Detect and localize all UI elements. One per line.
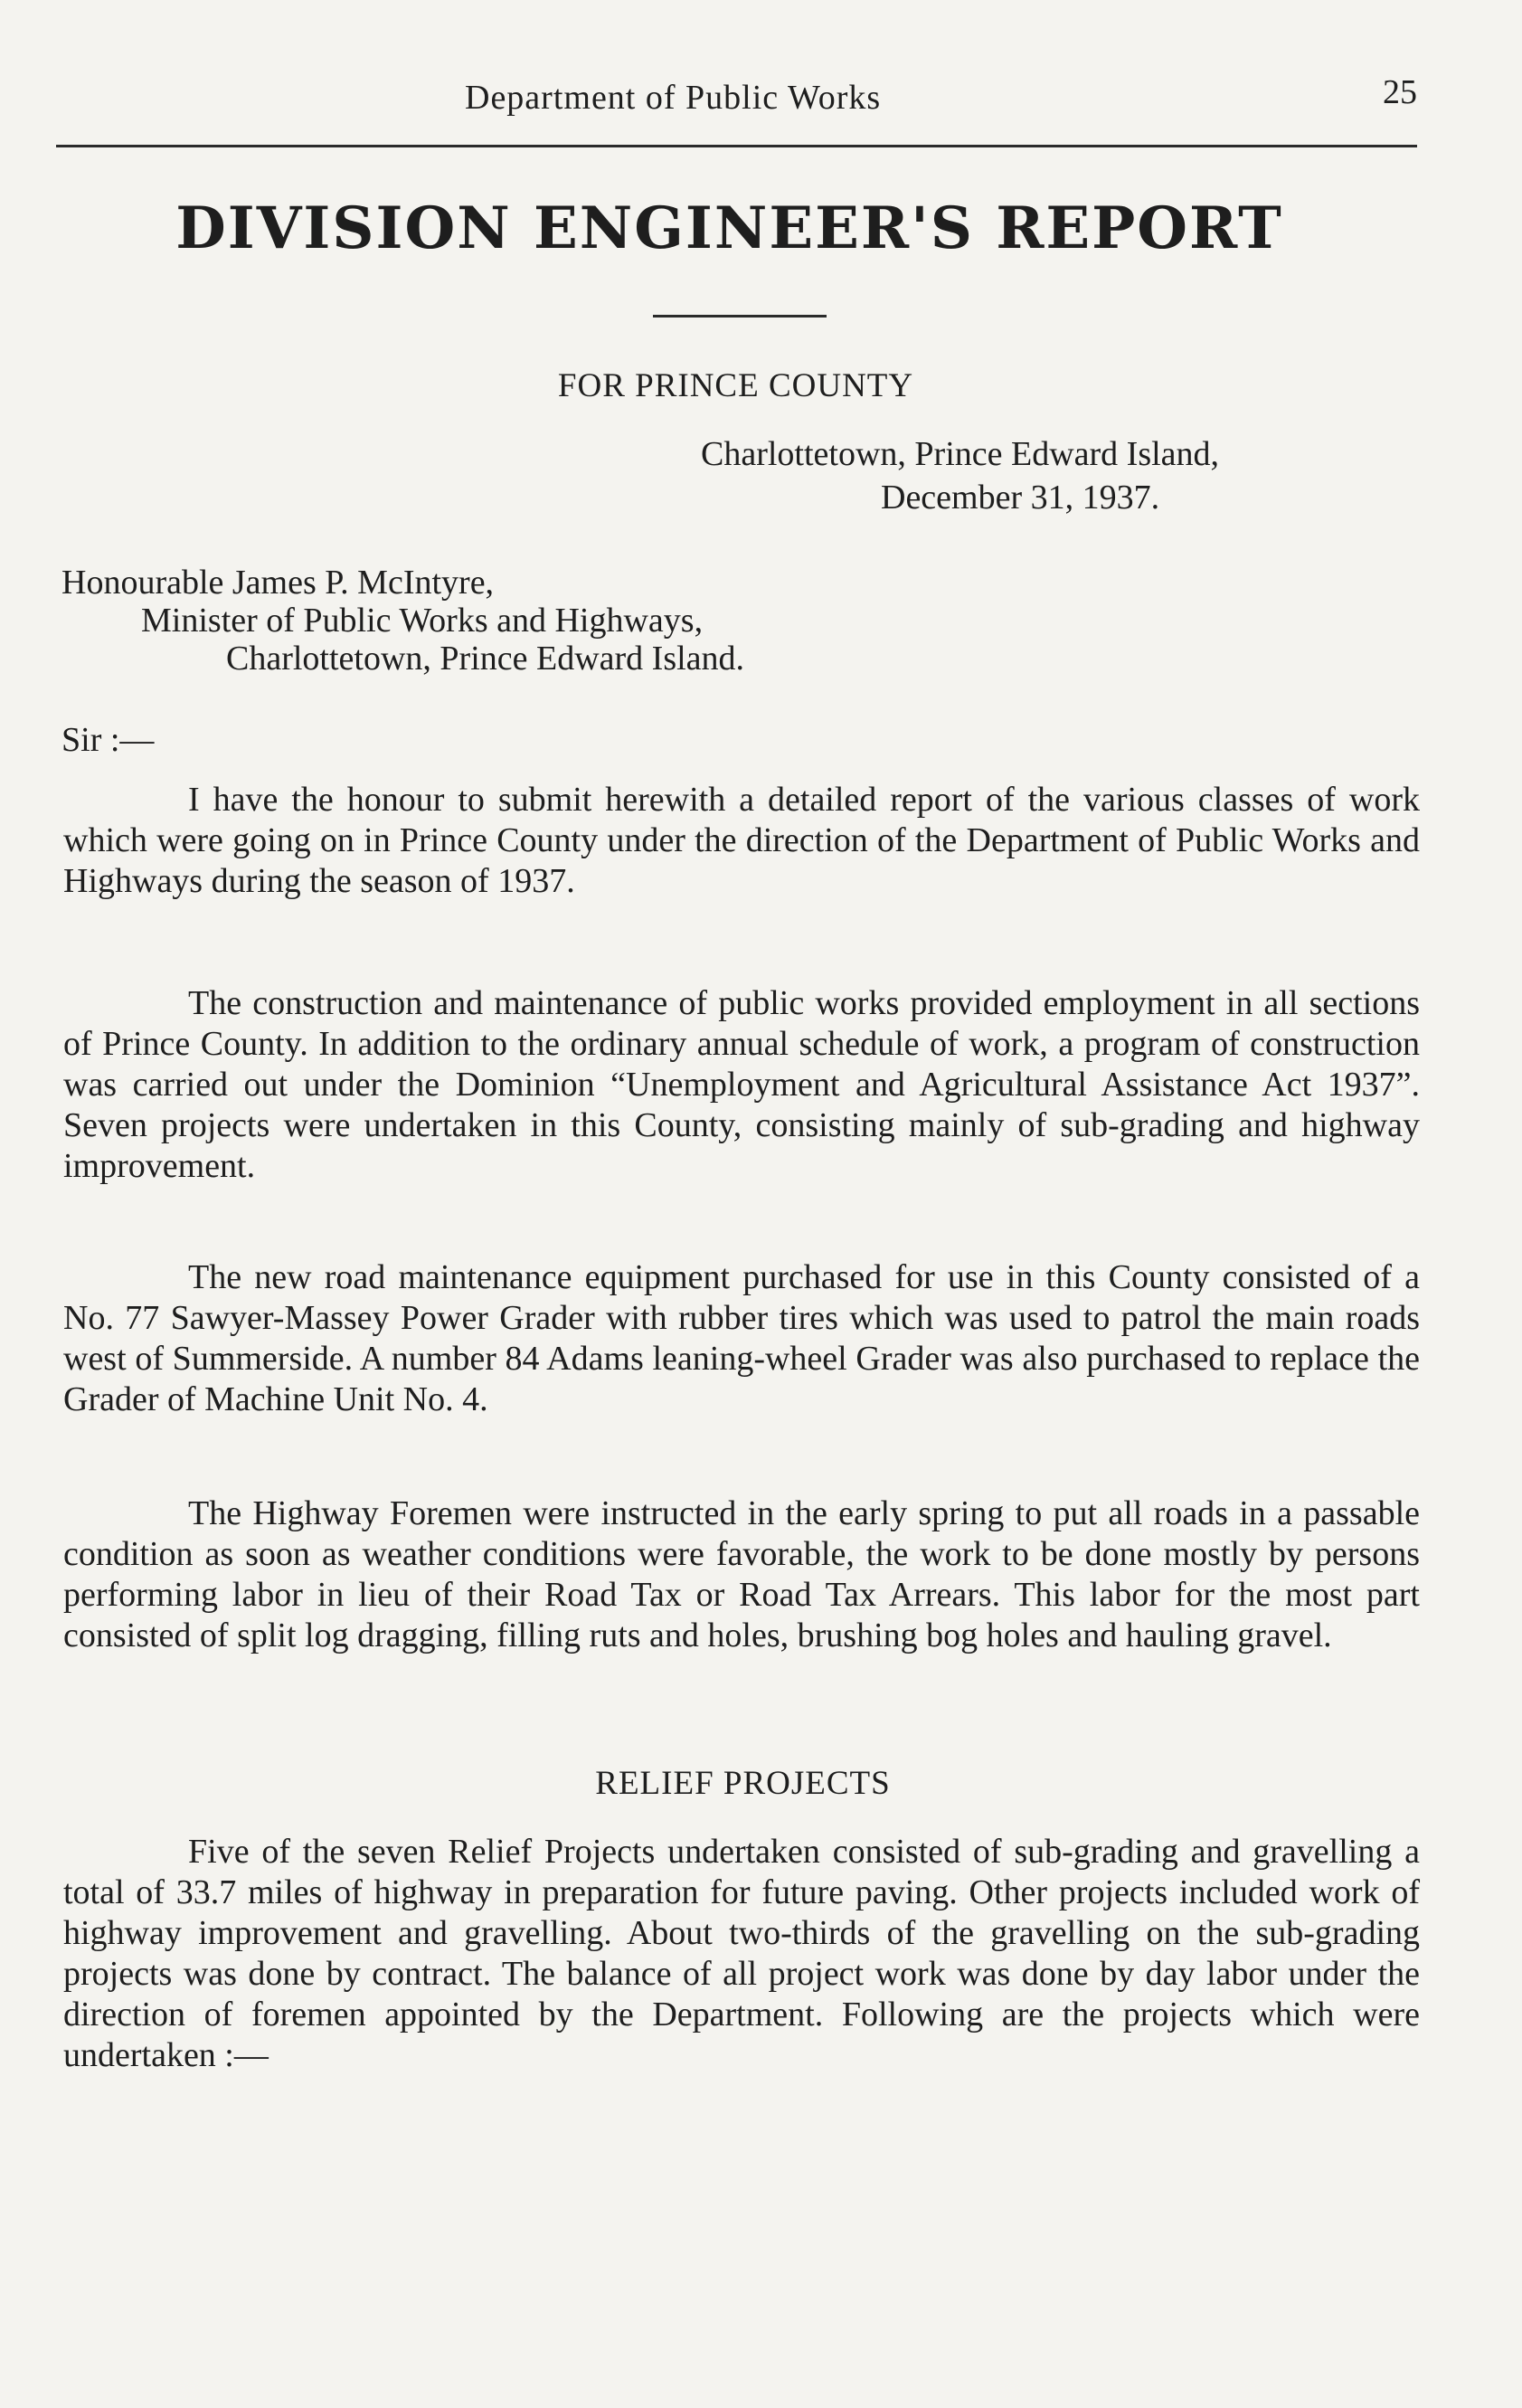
header-rule	[56, 145, 1417, 147]
dateline-date: December 31, 1937.	[881, 479, 1160, 517]
body-paragraph: The Highway Foremen were instructed in the early spring to put all roads in a passable condition as soon as weather conditions were favorable, the work to be done mostly by persons performing labor in lieu of their Road Tax or Road Tax Arrears. This labor for the most part consisted of split log dragging, filling ruts and holes, brushing bog holes and hauling gravel.	[63, 1494, 1420, 1654]
dateline-place: Charlottetown, Prince Edward Island,	[701, 435, 1220, 473]
body-paragraph: I have the honour to submit herewith a detailed report of the various classes of work which were going on in Prince County under the direction of the Department of Public Works and Highways during the season of 1937.	[63, 781, 1420, 900]
body-paragraph: Five of the seven Relief Projects undertaken consisted of sub-grading and gravelling a total of 33.7 miles of highway in preparation for future paving. Other projects included work of highway improvement and gravelling. About two-thirds of the gravelling on the sub-grading projects was done by contract. The balance of all project work was done by day labor under the direction of foremen appointed by the Department. Following are the projects which were undertaken :—	[63, 1833, 1420, 2074]
running-title: Department of Public Works	[465, 79, 882, 117]
report-subtitle: FOR PRINCE COUNTY	[557, 367, 914, 404]
section-heading-relief-projects: RELIEF PROJECTS	[595, 1765, 891, 1802]
body-paragraph: The new road maintenance equipment purchased for use in this County consisted of a No. 77 Sawyer-Massey Power Grader with rubber tires which was used to patrol the main roads west of Summerside. A number 84 Adams leaning-wheel Grader was also purchased to replace the Grader of Machine Unit No. 4.	[63, 1258, 1420, 1418]
running-header	[56, 71, 1417, 136]
page-number: 25	[1383, 73, 1417, 111]
report-title: DIVISION ENGINEER'S REPORT	[175, 194, 1283, 262]
salutation: Sir :—	[61, 721, 155, 759]
title-rule	[653, 315, 827, 318]
addressee-name: Honourable James P. McIntyre,	[61, 564, 495, 602]
addressee-position: Minister of Public Works and Highways,	[141, 602, 704, 640]
addressee-location: Charlottetown, Prince Edward Island.	[226, 640, 745, 678]
body-paragraph: The construction and maintenance of public works provided employment in all sections of Prince County. In addition to the ordinary annual schedule of work, a program of construction was carried out under the Dominion “Unemployment and Agricultural Assistance Act 1937”. Seven projects were undertaken in this County, consisting mainly of sub-grading and highway improvement.	[63, 984, 1420, 1185]
